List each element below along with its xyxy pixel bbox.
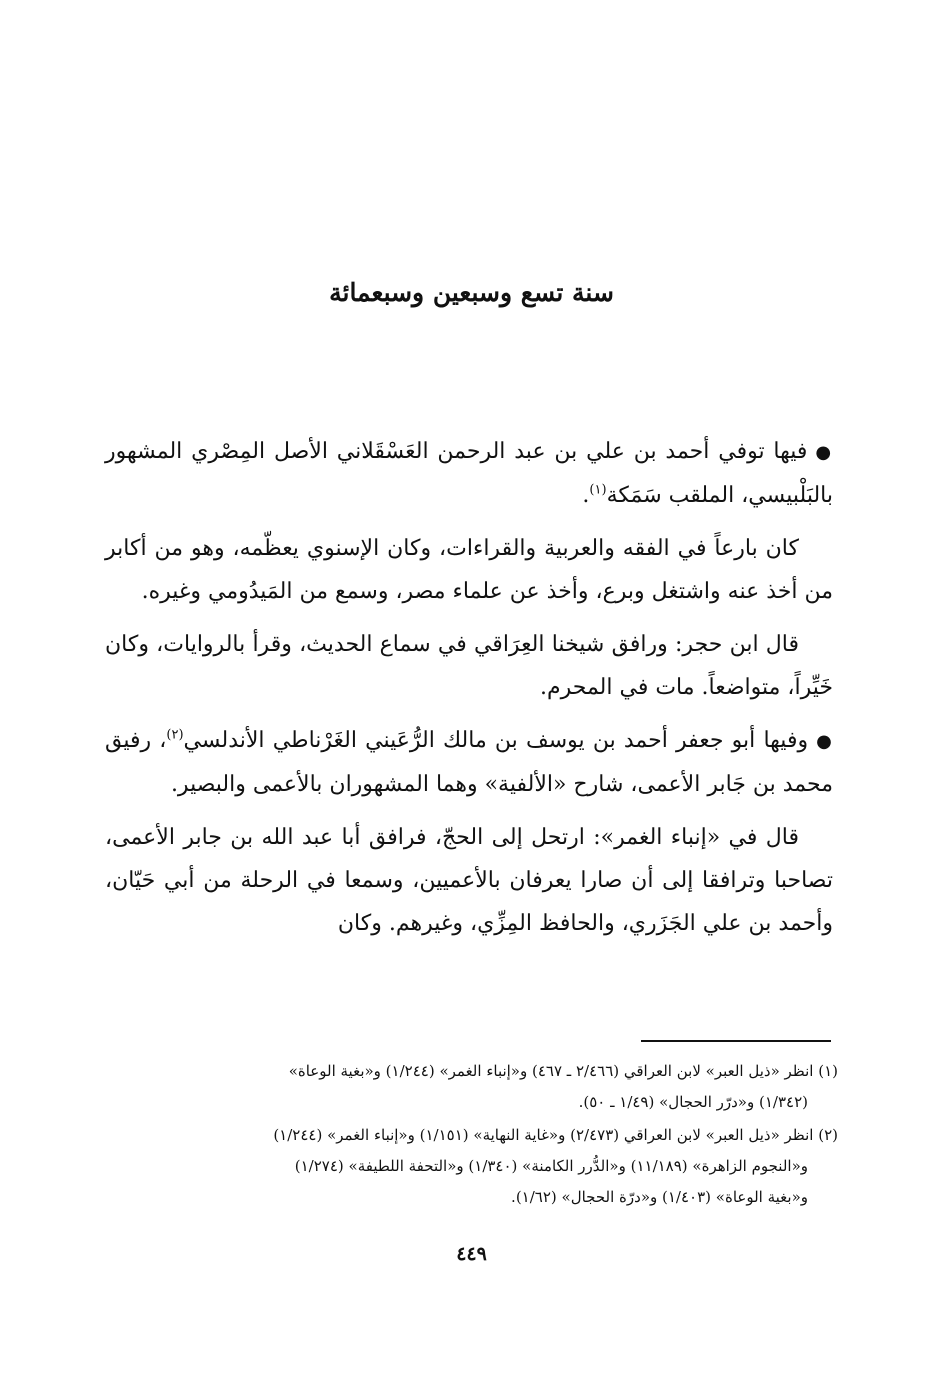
paragraph-1-end: . [582, 483, 590, 508]
footnote-1 [105, 1056, 838, 1118]
footnote-ref-2: (٢) [166, 727, 184, 743]
main-text [105, 430, 833, 955]
bullet-icon: ● [815, 442, 833, 463]
paragraph-4 [105, 719, 833, 806]
footnote-2 [105, 1120, 838, 1213]
footnote-1-line-1: (١) انظر «ذيل العبر» لابن العراقي (٢/٤٦٦ ـ ٤٦٧) و«إنباء الغمر» (١/٢٤٤) و«بغية الوعاة» [288, 1062, 838, 1080]
paragraph-4-text: وفيها أبو جعفر أحمد بن يوسف بن مالك الرُّعَيني الغَرْناطي الأندلسي [183, 728, 809, 753]
paragraph-1 [105, 430, 833, 517]
paragraph-4-end: ، رفيق محمد بن جَابر الأعمى، شارح «الألفية» وهما المشهوران بالأعمى والبصير. [105, 728, 833, 797]
footnote-divider [641, 1040, 831, 1042]
paragraph-3: قال ابن حجر: ورافق شيخنا العِرَاقي في سماع الحديث، وقرأ بالروايات، وكان خَيِّراً، متواضعاً. مات في المحرم. [105, 632, 833, 700]
footnote-1-line-2: (١/٣٤٢) و«درّر الحجال» (١/٤٩ ـ ٥٠). [578, 1093, 808, 1111]
page-number: ٤٤٩ [456, 1243, 487, 1265]
paragraph-1-text: فيها توفي أحمد بن علي بن عبد الرحمن العَسْقَلاني الأصل المِصْري المشهور بالبَلْبيسي، الملقب سَمَكة [105, 439, 833, 508]
chapter-heading: سنة تسع وسبعين وسبعمائة [329, 278, 614, 307]
paragraph-5: قال في «إنباء الغمر»: ارتحل إلى الحجّ، فرافق أبا عبد الله بن جابر الأعمى، تصاحبا وترافقا إلى أن صارا يعرفان بالأعميين، وسمعا في الرحلة من أبي حَيّان، وأحمد بن علي الجَزَري، والحافظ المِزِّي، وغيرهم. وكان [105, 825, 833, 936]
footnote-2-line-3: و«بغية الوعاة» (١/٤٠٣) و«درّة الحجال» (١/٦٢). [511, 1188, 808, 1206]
footnotes [105, 1056, 838, 1215]
paragraph-2: كان بارعاً في الفقه والعربية والقراءات، وكان الإسنوي يعظّمه، وهو من أكابر من أخذ عنه واشتغل وبرع، وأخذ عن علماء مصر، وسمع من المَيدُومي وغيره. [105, 536, 833, 604]
bullet-icon: ● [816, 731, 833, 752]
footnote-2-line-2: و«النجوم الزاهرة» (١١/١٨٩) و«الدُّرر الكامنة» (١/٣٤٠) و«التحفة اللطيفة» (١/٢٧٤) [294, 1157, 808, 1175]
footnote-2-line-1: (٢) انظر «ذيل العبر» لابن العراقي (٢/٤٧٣) و«غاية النهاية» (١/١٥١) و«إنباء الغمر» (١/٢٤٤) [273, 1126, 838, 1144]
footnote-ref-1: (١) [589, 482, 607, 498]
